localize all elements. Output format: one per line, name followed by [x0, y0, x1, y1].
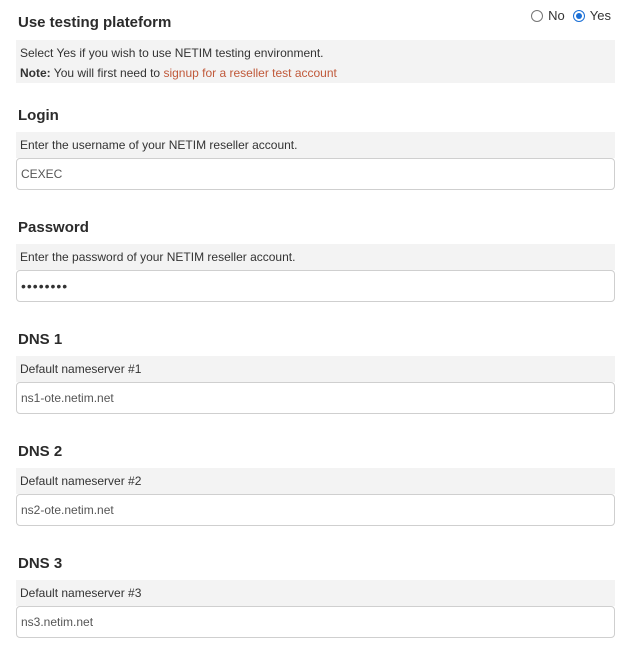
password-input[interactable]: •••••••• — [16, 270, 615, 302]
dns3-title: DNS 3 — [18, 555, 63, 572]
dns3-description: Default nameserver #3 — [16, 580, 615, 606]
testing-radio-group — [531, 8, 611, 23]
radio-yes-label: Yes — [589, 8, 611, 23]
note-text: You will first need to — [53, 66, 161, 80]
testing-note — [20, 63, 611, 83]
dns3-input[interactable]: ns3.netim.net — [16, 606, 615, 638]
radio-option-no[interactable] — [531, 8, 565, 23]
testing-description — [16, 40, 615, 83]
radio-no[interactable] — [531, 10, 543, 22]
dns2-input[interactable]: ns2-ote.netim.net — [16, 494, 615, 526]
dns2-description: Default nameserver #2 — [16, 468, 615, 494]
login-input[interactable]: CEXEC — [16, 158, 615, 190]
dns1-title: DNS 1 — [18, 331, 63, 348]
radio-yes[interactable] — [573, 10, 585, 22]
password-description: Enter the password of your NETIM reseller account. — [16, 244, 615, 270]
radio-option-yes[interactable] — [573, 8, 611, 23]
testing-title: Use testing plateform — [18, 14, 172, 31]
login-title: Login — [18, 107, 59, 124]
dns1-input[interactable]: ns1-ote.netim.net — [16, 382, 615, 414]
testing-description-text: Select Yes if you wish to use NETIM testing environment. — [20, 46, 324, 60]
login-description: Enter the username of your NETIM reseller account. — [16, 132, 615, 158]
note-label: Note: — [20, 66, 51, 80]
signup-link[interactable]: signup for a reseller test account — [163, 66, 337, 80]
password-title: Password — [18, 219, 89, 236]
dns2-title: DNS 2 — [18, 443, 63, 460]
dns1-description: Default nameserver #1 — [16, 356, 615, 382]
radio-no-label: No — [548, 8, 565, 23]
